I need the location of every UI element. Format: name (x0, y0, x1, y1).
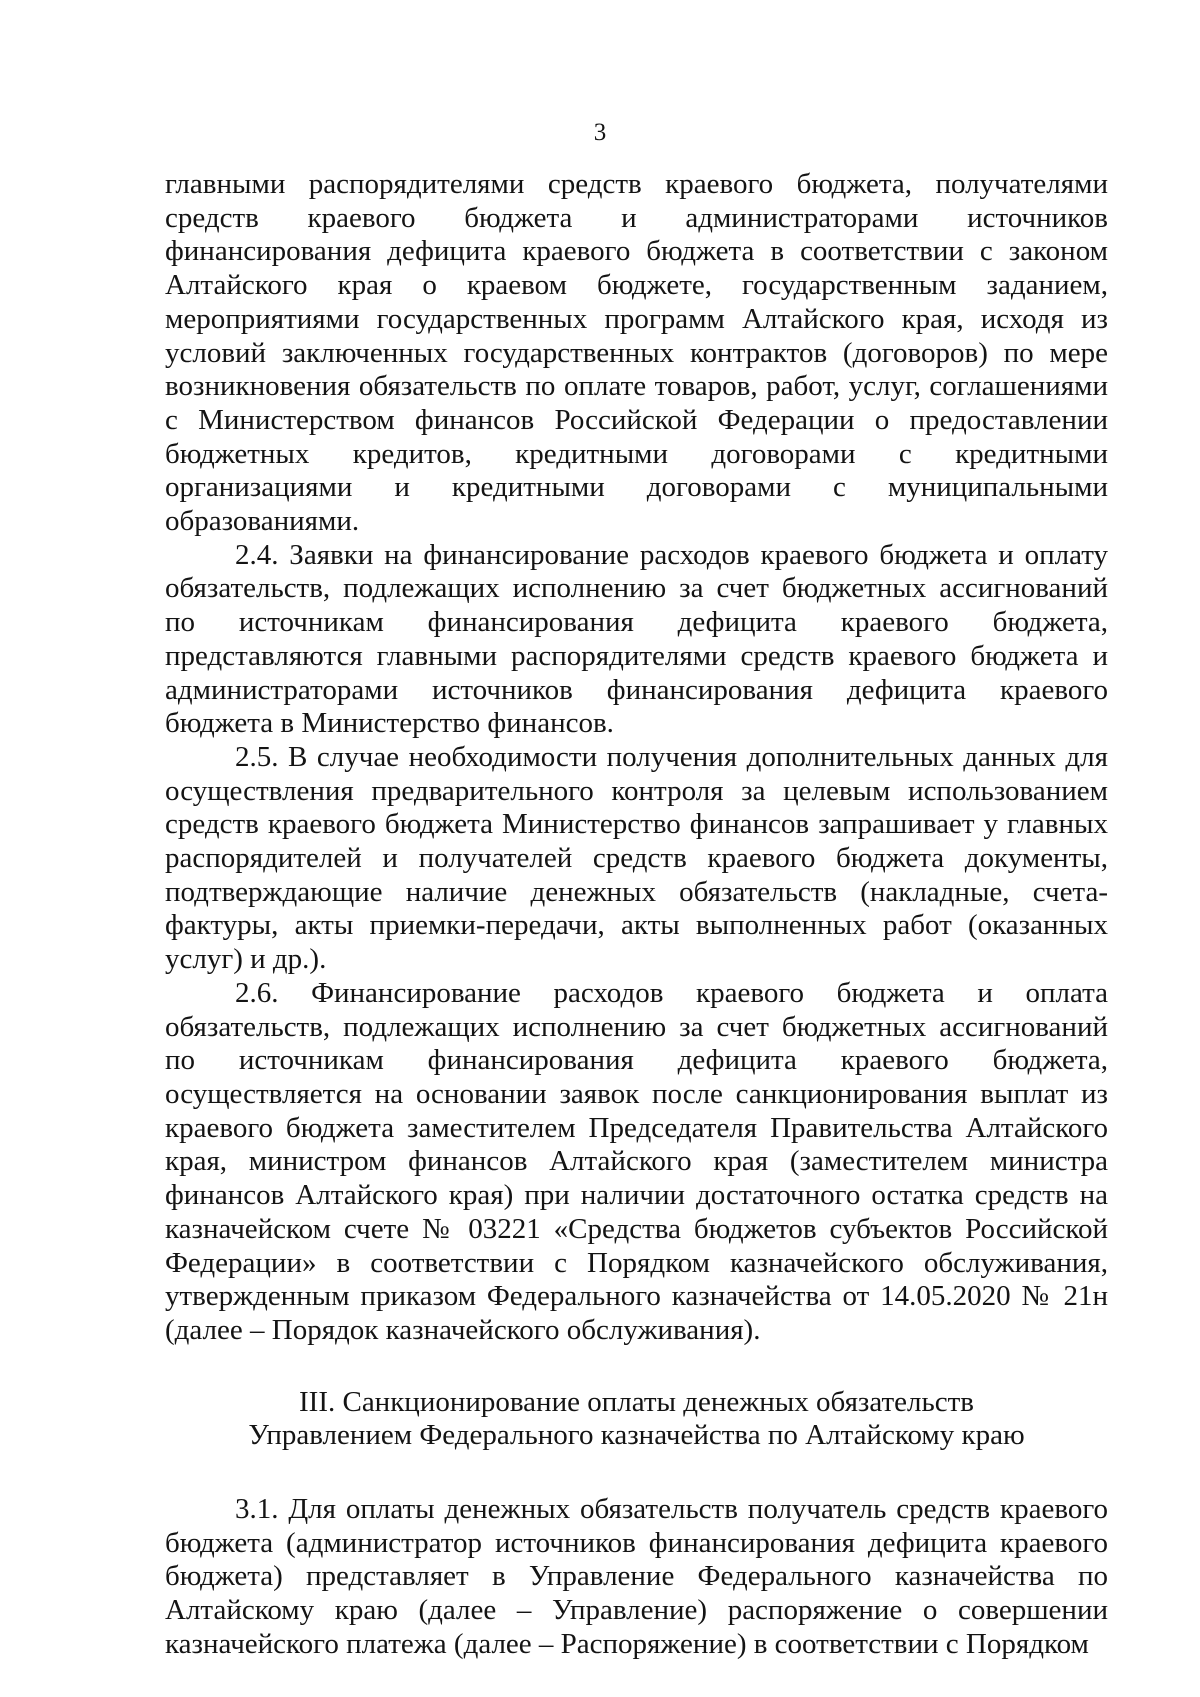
section-3-heading (165, 1348, 1108, 1493)
document-body (165, 168, 1108, 1662)
section-heading-line: Управлением Федерального казначейства по Алтайскому краю (248, 1419, 1025, 1452)
paragraph-continuation: главными распорядителями средств краевого бюджета, получателями средств краевого бюджета и администраторами источников финансирования дефицита краевого бюджета в соответствии с законом Алтайского края о краевом бюджете, государственным заданием, мероприятиями государственных программ Алтайского края, исходя из условий заключенных государственных контрактов (договоров) по мере возникновения обязательств по оплате товаров, работ, услуг, соглашениями с Министерством финансов Российской Федерации о предоставлении бюджетных кредитов, кредитными договорами с кредитными организациями и кредитными договорами с муниципальными образованиями. (165, 168, 1108, 538)
paragraph-3-1: 3.1. Для оплаты денежных обязательств получатель средств краевого бюджета (администратор источников финансирования дефицита краевого бюджета) представляет в Управление Федерального казначейства по Алтайскому краю (далее – Управление) распоряжение о совершении казначейского платежа (далее – Распоряжение) в соответствии с Порядком (165, 1493, 1108, 1660)
page-number: 3 (593, 119, 607, 146)
paragraph-2-6: 2.6. Финансирование расходов краевого бюджета и оплата обязательств, подлежащих исполнению за счет бюджетных ассигнований по источникам финансирования дефицита краевого бюджета, осуществляется на основании заявок после санкционирования выплат из краевого бюджета заместителем Председателя Правительства Алтайского края, министром финансов Алтайского края (заместителем министра финансов Алтайского края) при наличии достаточного остатка средств на казначейском счете № 03221 «Средства бюджетов субъектов Российской Федерации» в соответствии с Порядком казначейского обслуживания, утвержденным приказом Федерального казначейства от 14.05.2020 № 21н (далее – Порядок казначейского обслуживания). (165, 976, 1108, 1346)
paragraph-2-4: 2.4. Заявки на финансирование расходов краевого бюджета и оплату обязательств, подлежащих исполнению за счет бюджетных ассигнований по источникам финансирования дефицита краевого бюджета, представляются главными распорядителями средств краевого бюджета и администраторами источников финансирования дефицита краевого бюджета в Министерство финансов. (165, 538, 1108, 740)
section-heading-line: III. Санкционирование оплаты денежных обязательств (299, 1385, 974, 1418)
paragraph-2-5: 2.5. В случае необходимости получения дополнительных данных для осуществления предварительного контроля за целевым использованием средств краевого бюджета Министерство финансов запрашивает у главных распорядителей и получателей средств краевого бюджета документы, подтверждающие наличие денежных обязательств (накладные, счета-фактуры, акты приемки-передачи, акты выполненных работ (оказанных услуг) и др.). (165, 740, 1108, 976)
